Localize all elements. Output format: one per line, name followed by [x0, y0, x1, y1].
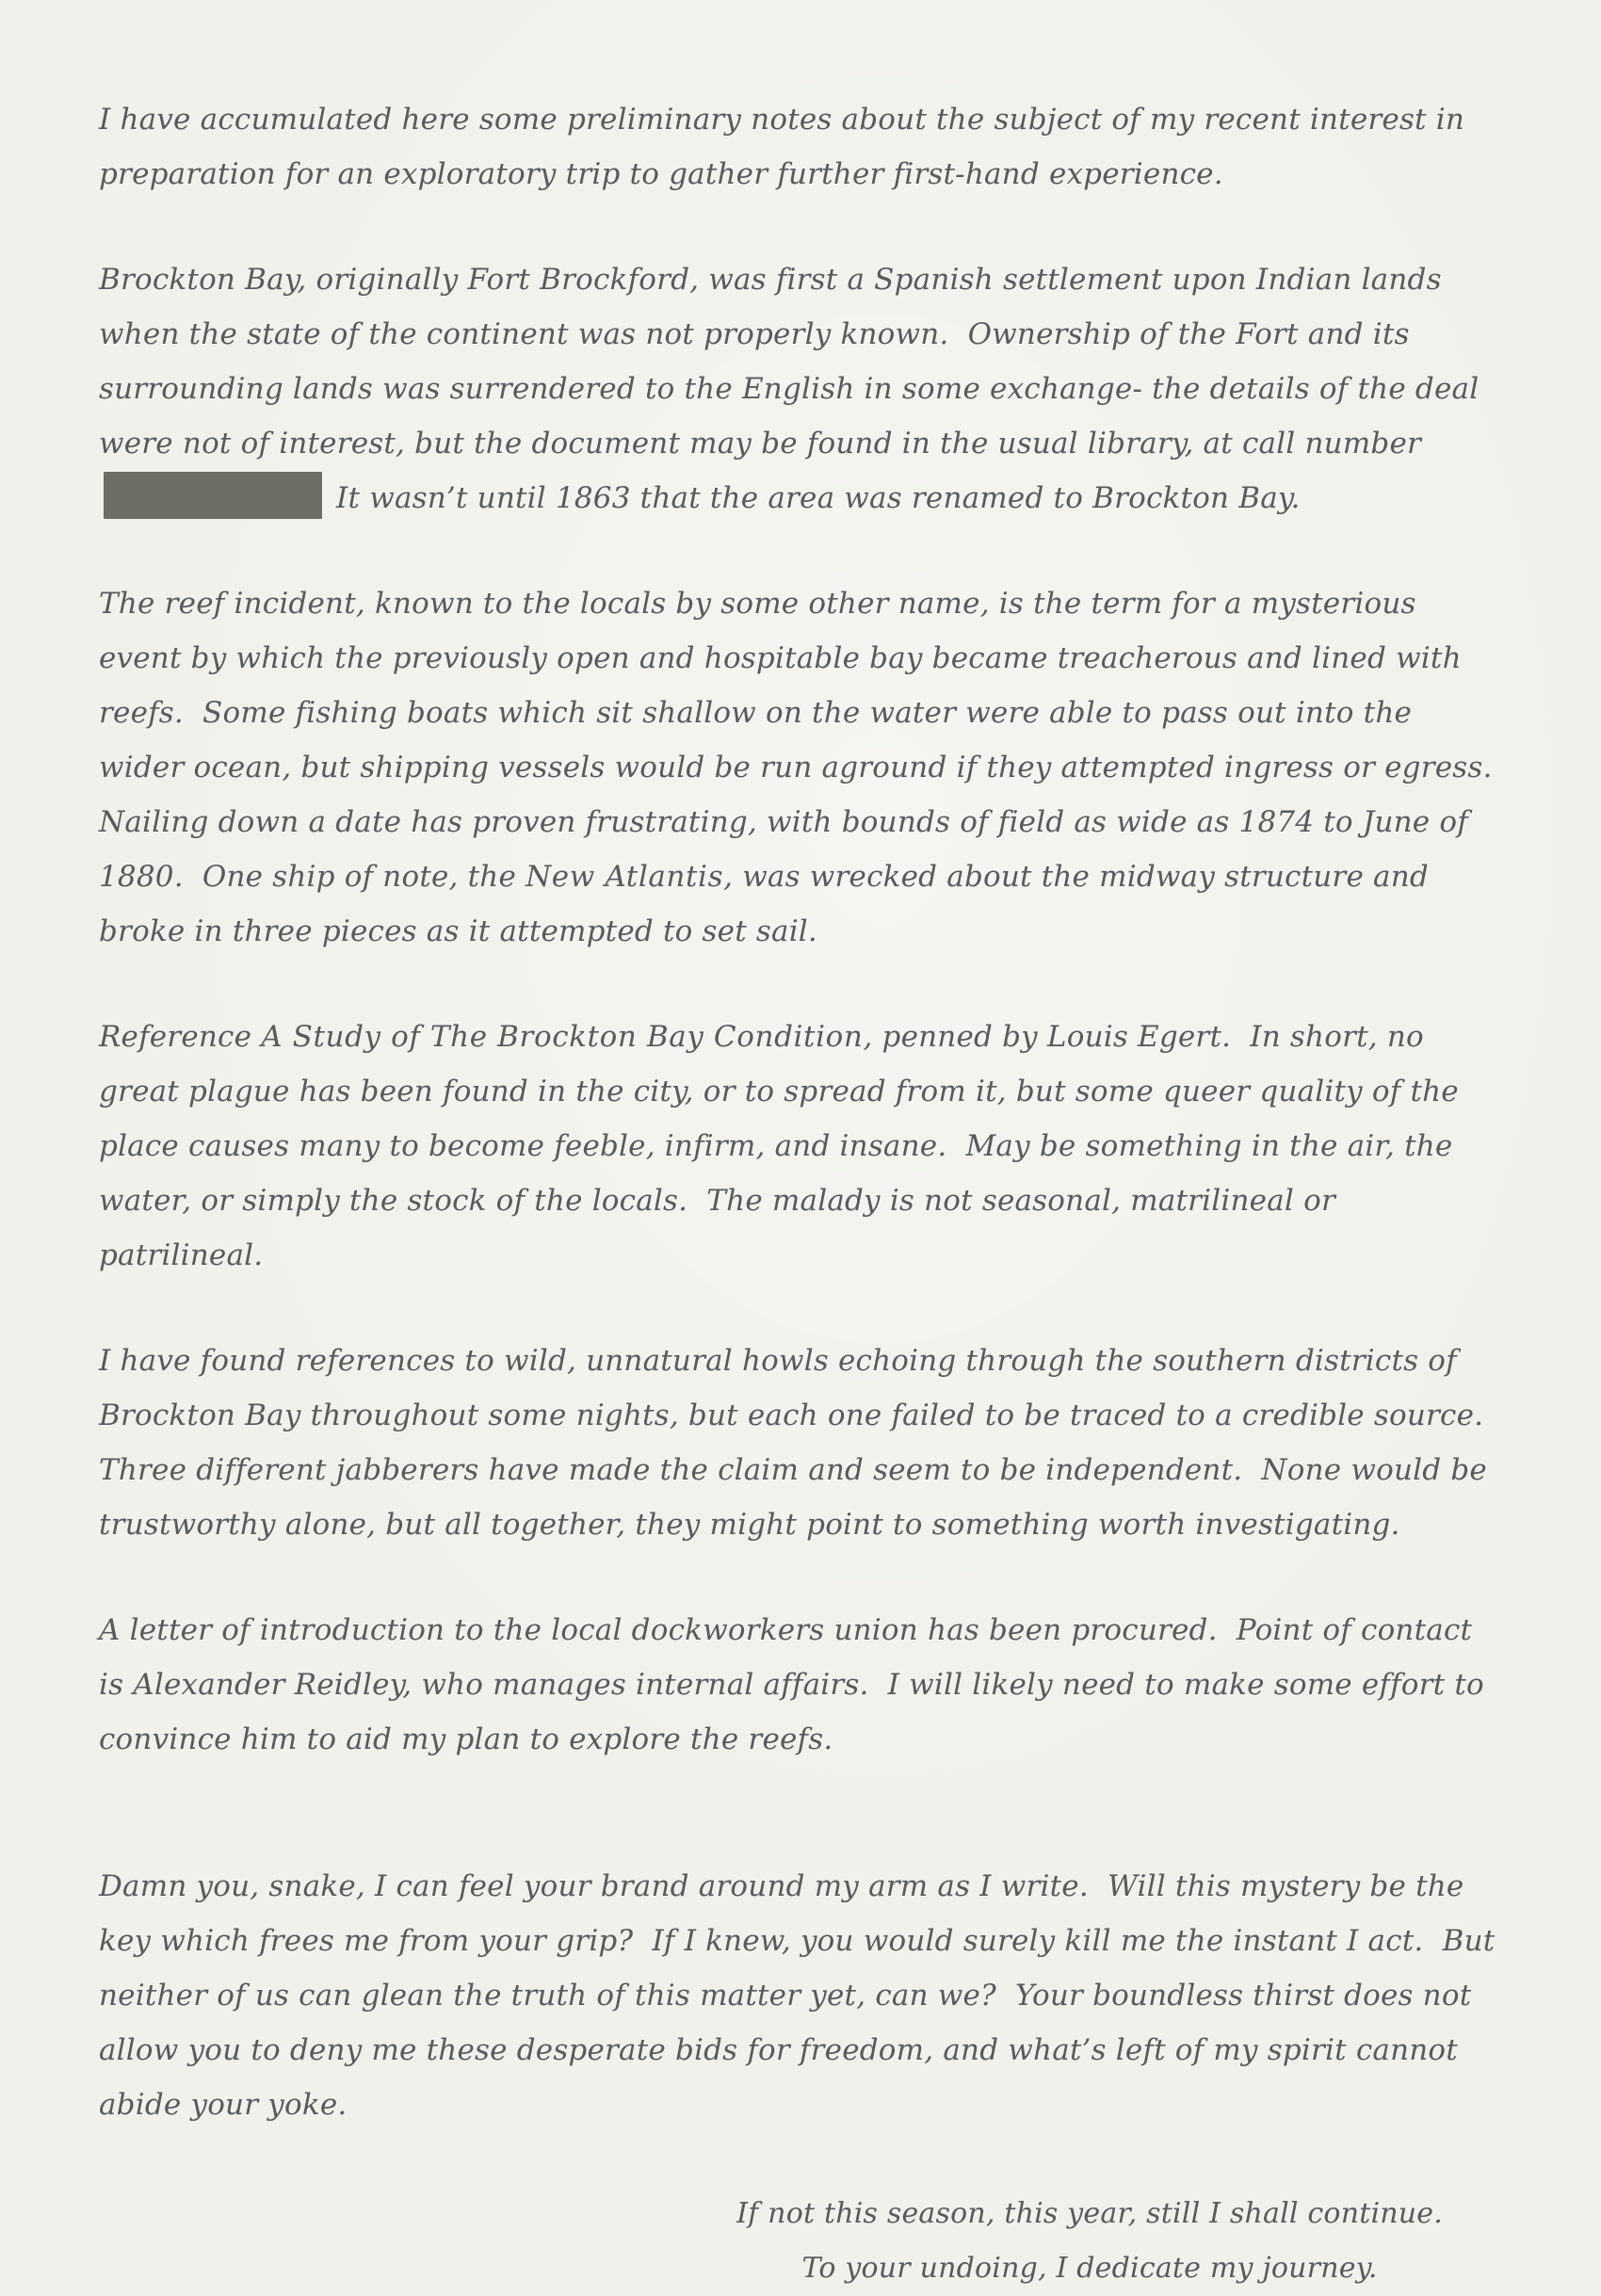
paragraph	[99, 1010, 1503, 1283]
text-run: I have accumulated here some preliminary notes about the subject of my recent interest in preparation for an exploratory trip to gather further first-hand experience.	[99, 103, 1475, 191]
document-body	[99, 92, 1512, 2132]
redaction-box	[104, 472, 322, 519]
text-run: , was wrecked about the midway structure and broke in three pieces as it attempted to set sail.	[99, 860, 1439, 948]
work-title: New Atlantis	[526, 860, 724, 894]
text-run: A letter of introduction to the local dockworkers union has been procured. Point of contact is Alexander Reidley, who manages internal affairs. I will likely need to make some effort to convince him to aid my plan to explore the reefs.	[99, 1613, 1494, 1756]
text-run: , penned by Louis Egert. In short, no great plague has been found in the city, or to spread from it, but some queer quality of the place causes many to become feeble, infirm, and insane. May be something in the air, the water, or simply the stock of the locals. The malady is not seasonal, matrilineal or patrilineal.	[99, 1020, 1468, 1272]
paragraph	[99, 1334, 1503, 1552]
text-run: It wasn’t until 1863 that the area was renamed to Brockton Bay.	[327, 481, 1301, 515]
paragraph	[99, 1603, 1503, 1767]
text-run: Damn you, snake, I can feel your brand around my arm as I write. Will this mystery be the key which frees me from your grip? If I knew, you would surely kill me the instant I act. But neither of us can glean the truth of this matter yet, can we? Your boundless thirst does not allow you to deny me these desperate bids for freedom, and what’s left of my spirit cannot abide your yoke.	[99, 1869, 1505, 2122]
closing-line-2: To your undoing, I dedicate my journey.	[801, 2252, 1378, 2285]
text-run: Brockton Bay, originally Fort Brockford, was first a Spanish settlement upon Indian lands when the state of the continent was not properly known. Ownership of the Fort and its surrounding lands was surrendered to the English in some exchange- the details of the deal were not of interest, but the document may be found in the usual library, at call number	[99, 263, 1489, 461]
text-run: I have found references to wild, unnatural howls echoing through the southern districts of Brockton Bay throughout some nights, but each one failed to be traced to a credible source. Three different jabberers have made the claim and seem to be independent. None would be trustworthy alone, but all together, they might point to something worth investigating.	[99, 1344, 1496, 1542]
closing-line-1: If not this season, this year, still I shall continue.	[736, 2197, 1443, 2230]
paragraph	[99, 252, 1503, 525]
work-title: A Study of The Brockton Bay Condition	[261, 1020, 864, 1054]
text-run: Reference	[99, 1020, 262, 1054]
closing-block	[736, 2187, 1443, 2296]
paragraph	[99, 576, 1512, 959]
paragraph	[99, 1859, 1503, 2132]
paragraph	[99, 92, 1503, 202]
text-run: The reef incident, known to the locals by some other name, is the term for a mysterious event by which the previously open and hospitable bay became treacherous and lined with reefs. Some fishing boats which sit shallow on the water were able to pass out into the wider ocean, but shipping vessels would be run aground if they attempted ingress or egress. Nailing down a date has proven frustrating, with bounds of field as wide as 1874 to June of 1880. One ship of note, the	[99, 587, 1512, 894]
